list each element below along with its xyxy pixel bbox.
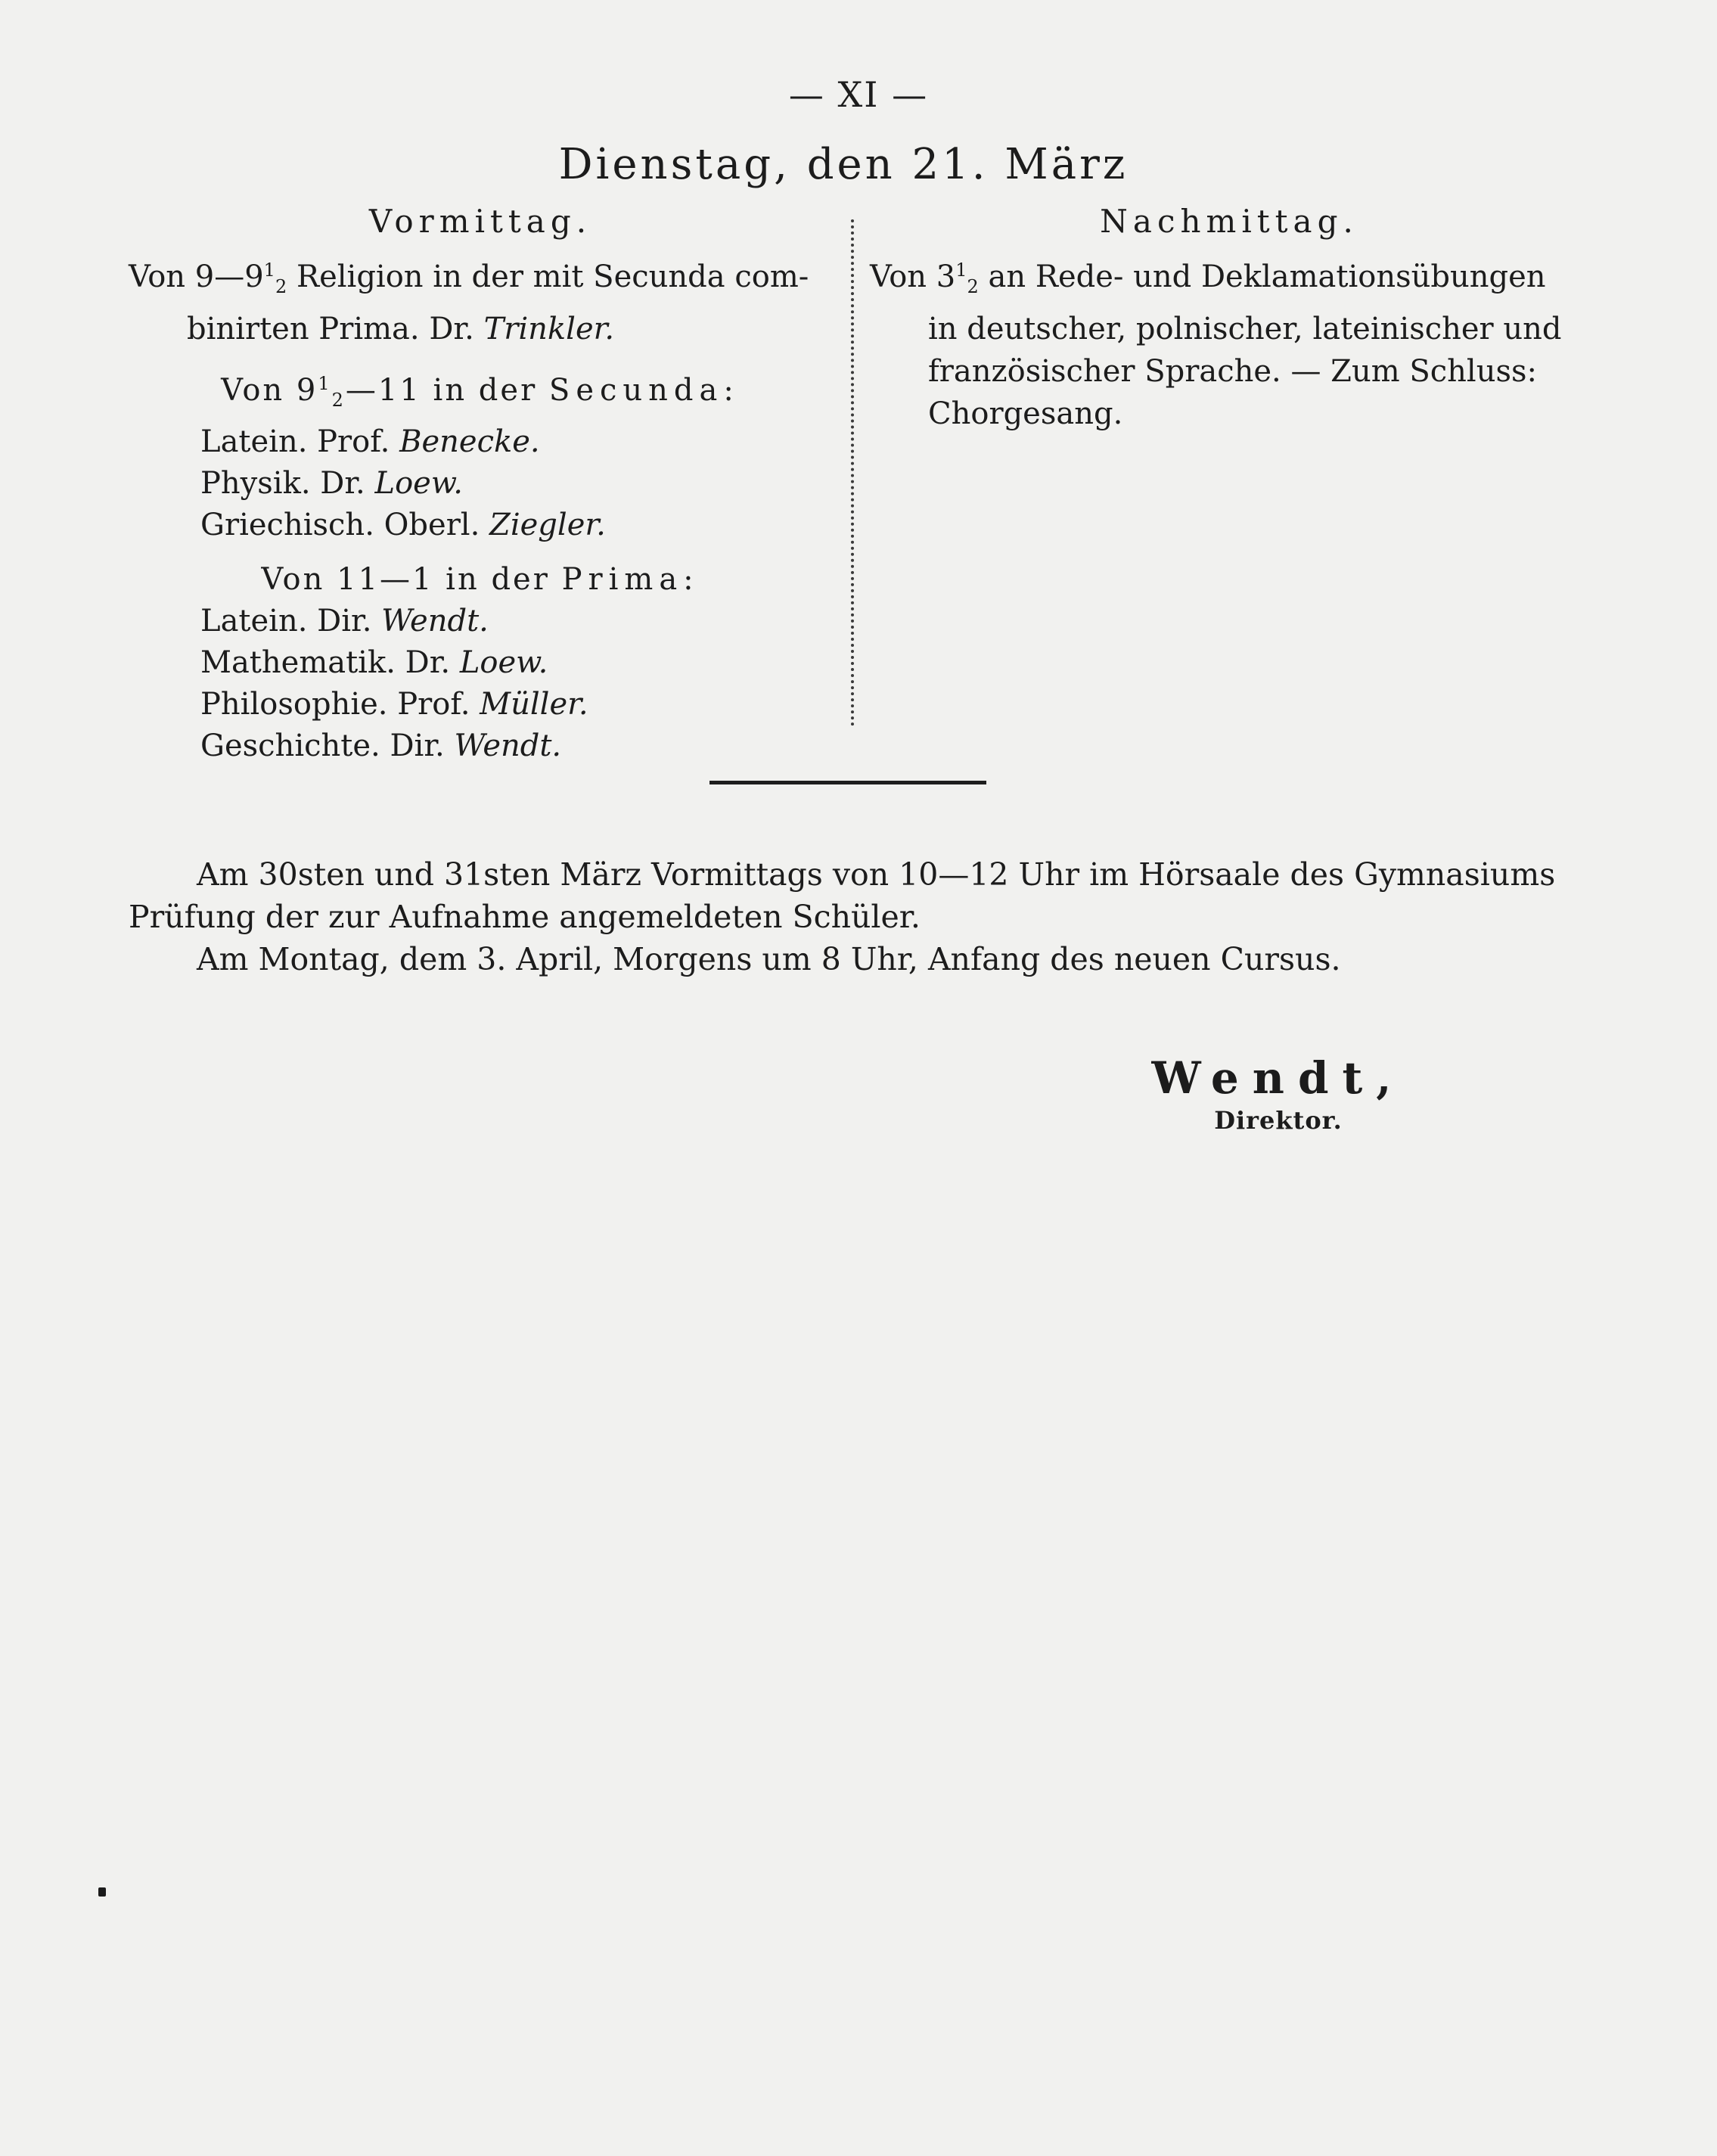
column-divider xyxy=(851,219,854,726)
teacher-name: Benecke. xyxy=(399,424,540,459)
teacher-name: Loew. xyxy=(459,645,548,680)
afternoon-line-end: an Rede- und Deklamationsübungen xyxy=(978,259,1546,294)
subject: Griechisch. Oberl. xyxy=(200,508,490,542)
religion-line-end: Religion in der mit Secunda com- xyxy=(287,259,809,294)
notice-line: Am Montag, dem 3. April, Morgens um 8 Uhr, Anfang des neuen Cursus. xyxy=(197,941,1341,977)
subject: Latein. Dir. xyxy=(200,604,382,638)
religion-line-start: Von 9—9 xyxy=(129,259,264,294)
teacher-name: Wendt. xyxy=(381,604,489,638)
morning-column xyxy=(129,203,832,767)
religion-line xyxy=(129,249,832,308)
teacher-name: Trinkler. xyxy=(483,312,615,346)
subject: Latein. Prof. xyxy=(200,424,400,459)
subject: Philosophie. Prof. xyxy=(200,687,480,722)
teacher-name: Ziegler. xyxy=(489,508,606,542)
afternoon-heading: Nachmittag. xyxy=(1100,203,1358,240)
prima-subheading-start: Von 11—1 in der xyxy=(261,562,562,597)
secunda-label: Secunda: xyxy=(548,373,740,408)
teacher-name: Müller. xyxy=(480,687,588,722)
page-number: — XI — xyxy=(788,74,929,115)
prima-subheading xyxy=(129,558,832,601)
fraction-denominator: 2 xyxy=(275,276,287,297)
notice-line: Prüfung der zur Aufnahme angemeldeten Schüler. xyxy=(129,899,921,935)
prima-label: Prima: xyxy=(561,562,700,597)
afternoon-line: Chorgesang. xyxy=(928,396,1123,431)
religion-line-cont-text: binirten Prima. Dr. xyxy=(187,312,484,346)
fraction-denominator: 2 xyxy=(967,276,979,297)
notice-line: Am 30sten und 31sten März Vormittags von 10—12 Uhr im Hörsaale des Gymnasiums xyxy=(197,856,1556,893)
teacher-name: Loew. xyxy=(374,466,464,501)
morning-heading: Vormittag. xyxy=(368,203,592,240)
afternoon-line xyxy=(870,249,1588,308)
subject: Mathematik. Dr. xyxy=(200,645,460,680)
secunda-subheading-mid: —11 in der xyxy=(345,373,549,408)
prima-entry xyxy=(129,725,832,767)
secunda-entry xyxy=(129,463,832,505)
religion-line-continued xyxy=(129,308,832,350)
afternoon-line: in deutscher, polnischer, lateinischer und xyxy=(928,312,1562,346)
secunda-entry xyxy=(129,421,832,463)
fraction-denominator: 2 xyxy=(331,390,346,411)
afternoon-line: französischer Sprache. — Zum Schluss: xyxy=(928,354,1538,389)
prima-entry xyxy=(129,642,832,684)
fraction-numerator: 1 xyxy=(318,373,332,394)
afternoon-line-start: Von 3 xyxy=(870,259,956,294)
prima-entry xyxy=(129,601,832,642)
subject: Geschichte. Dir. xyxy=(200,729,455,763)
signature-title: Direktor. xyxy=(1214,1106,1343,1135)
ink-speck xyxy=(98,1887,106,1897)
prima-entry xyxy=(129,684,832,725)
fraction-numerator: 1 xyxy=(263,259,275,281)
horizontal-rule xyxy=(709,781,986,784)
secunda-subheading xyxy=(129,362,832,421)
secunda-subheading-start: Von 9 xyxy=(221,373,318,408)
teacher-name: Wendt. xyxy=(454,729,562,763)
signature-name: Wendt, xyxy=(1151,1052,1405,1104)
notice-paragraph xyxy=(129,853,1566,980)
signature-block xyxy=(1127,1052,1430,1135)
afternoon-column xyxy=(870,203,1588,435)
date-heading: Dienstag, den 21. März xyxy=(558,140,1129,189)
secunda-entry xyxy=(129,505,832,546)
fraction-numerator: 1 xyxy=(955,259,967,281)
subject: Physik. Dr. xyxy=(200,466,375,501)
